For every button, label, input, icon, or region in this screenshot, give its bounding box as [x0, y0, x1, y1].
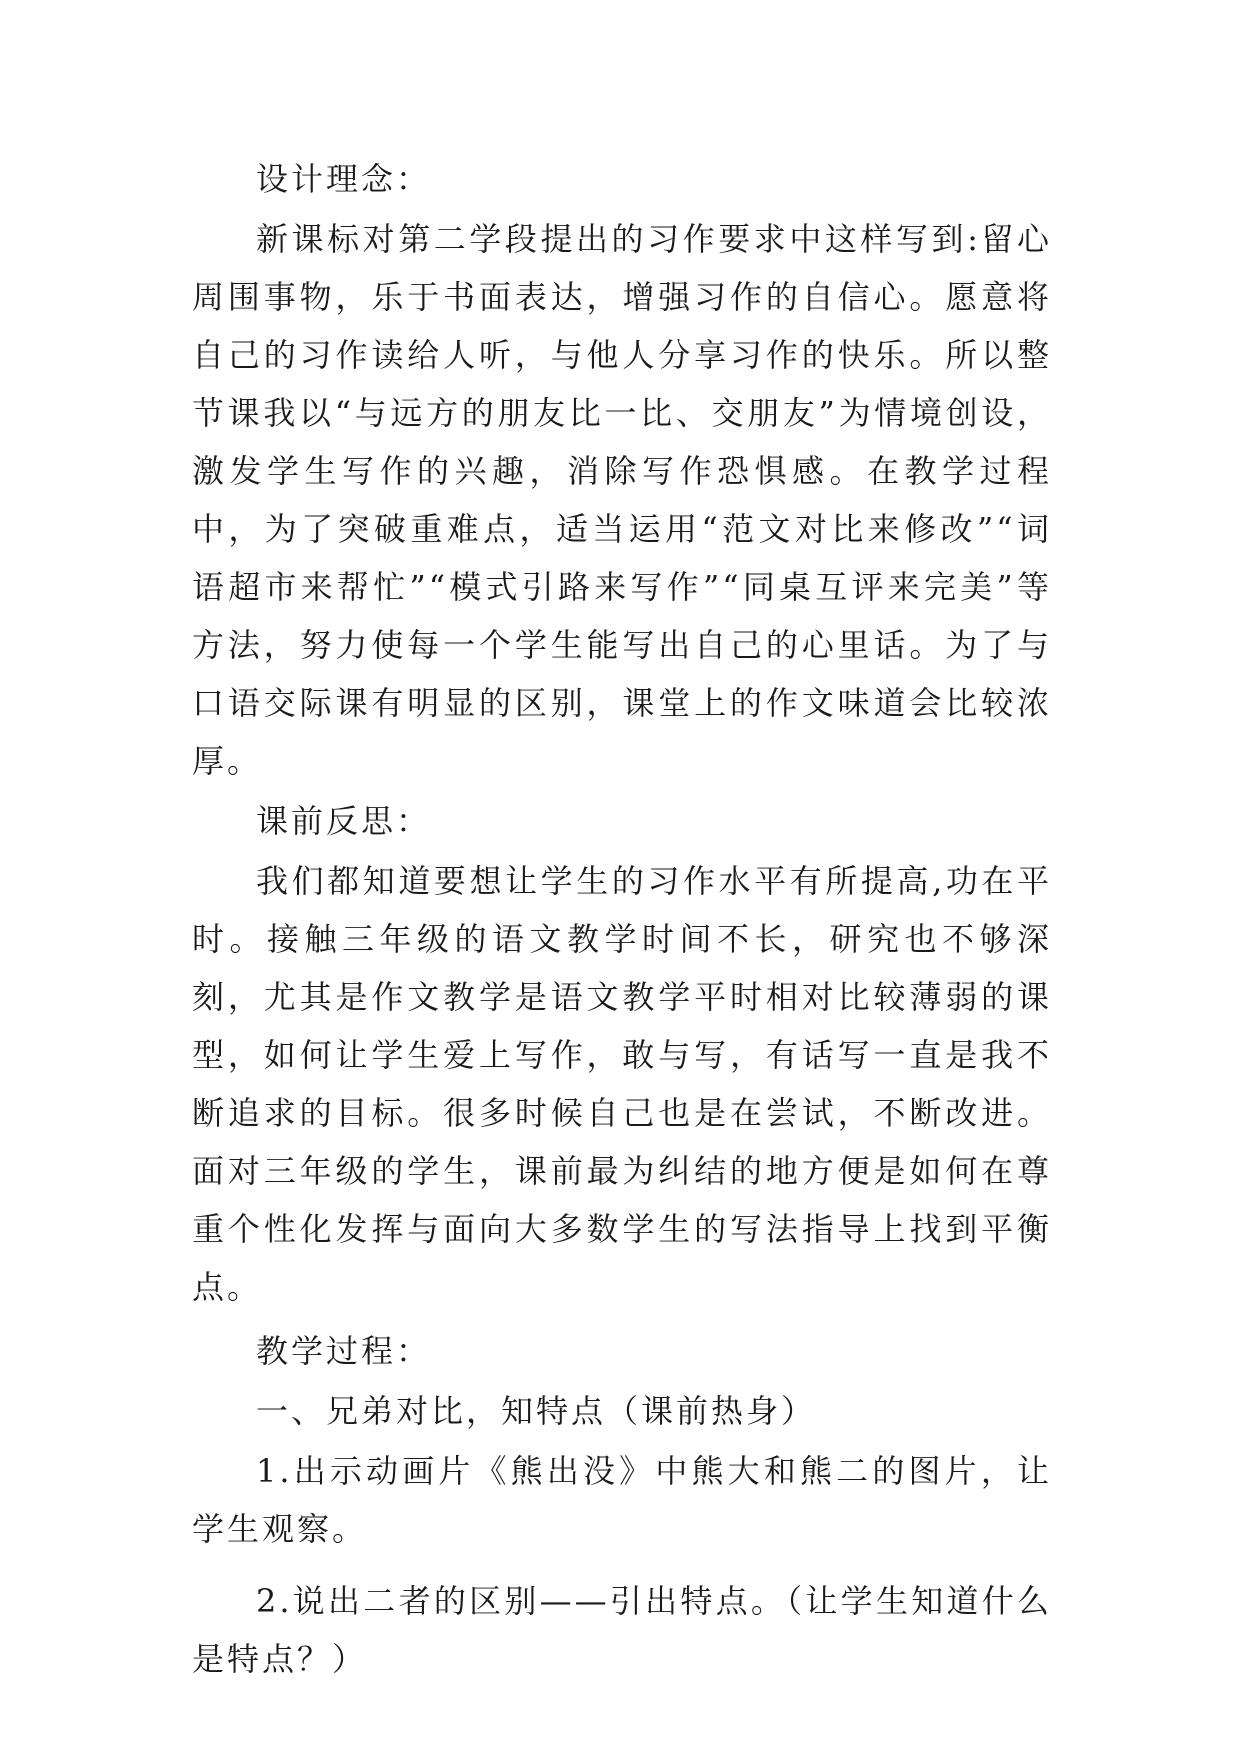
heading-pre-class-reflection: 课前反思：: [256, 802, 432, 840]
heading-teaching-process: 教学过程：: [256, 1332, 432, 1370]
step-two: 2.说出二者的区别——引出特点。（让学生知道什么是特点？）: [192, 1582, 1052, 1678]
document-page: [192, 150, 1052, 1688]
heading-design-concept: 设计理念：: [256, 160, 432, 198]
paragraph-design-concept: 新课标对第二学段提出的习作要求中这样写到:留心周围事物，乐于书面表达，增强习作的自信心。愿意将自己的习作读给人听，与他人分享习作的快乐。所以整节课我以“与远方的朋友比一比、交朋友”为情境创设，激发学生写作的兴趣，消除写作恐惧感。在教学过程中，为了突破重难点，适当运用“范文对比来修改”“词语超市来帮忙”“模式引路来写作”“同桌互评来完美”等方法，努力使每一个学生能写出自己的心里话。为了与口语交际课有明显的区别，课堂上的作文味道会比较浓厚。: [192, 220, 1052, 780]
section-one-title: 一、兄弟对比，知特点（课前热身）: [256, 1392, 817, 1430]
paragraph-pre-class-reflection: 我们都知道要想让学生的习作水平有所提高,功在平时。接触三年级的语文教学时间不长，研究也不够深刻，尤其是作文教学是语文教学平时相对比较薄弱的课型，如何让学生爱上写作，敢与写，有话写一直是我不断追求的目标。很多时候自己也是在尝试，不断改进。面对三年级的学生，课前最为纠结的地方便是如何在尊重个性化发挥与面向大多数学生的写法指导上找到平衡点。: [192, 862, 1052, 1306]
step-one: 1.出示动画片《熊出没》中熊大和熊二的图片，让学生观察。: [192, 1452, 1052, 1548]
